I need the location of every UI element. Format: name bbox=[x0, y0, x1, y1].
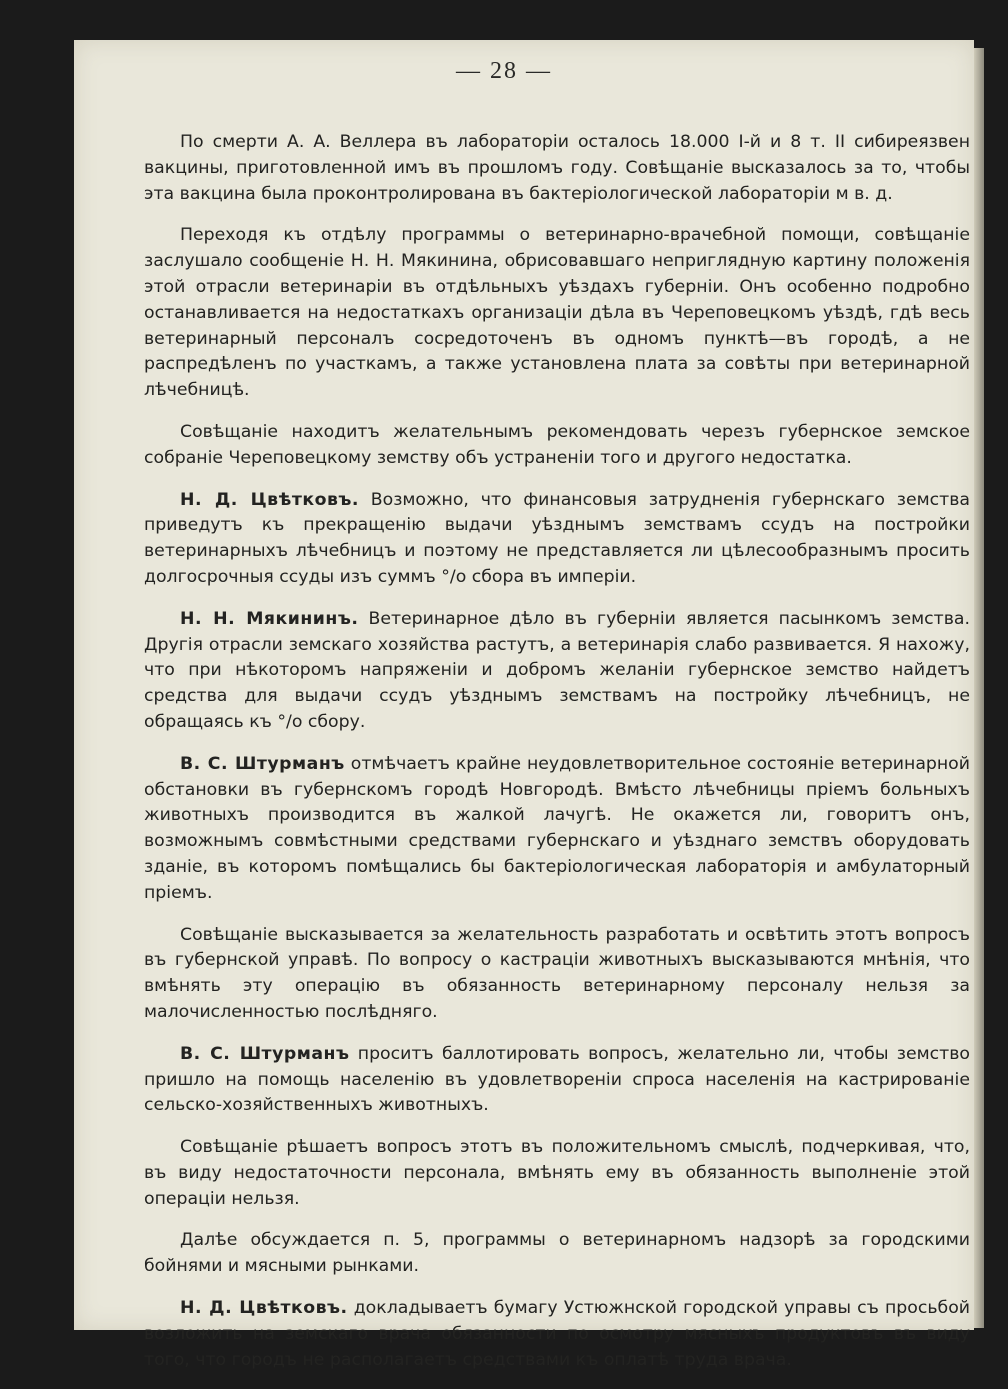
paragraph-text: По смерти А. А. Веллера въ лабораторіи осталось 18.000 I-й и 8 т. II сибиреязвен вакцины, приготовленной имъ въ прошломъ году. Совѣщаніе высказалось за то, чтобы эта вакцина была проконтролирована въ бактеріологической лабораторіи м в. д. bbox=[144, 132, 970, 204]
paragraph bbox=[144, 923, 970, 1026]
paragraph-text: Ветеринарное дѣло въ губерніи является пасынкомъ земства. Другія отрасли земскаго хозяйства растутъ, а ветеринарія слабо развивается. Я нахожу, что при нѣкоторомъ напряженіи и добромъ желаніи губернское земство найдетъ средства для выдачи ссудъ уѣзднымъ земствамъ на постройку лѣчебницъ, не обращаясь къ °/о сбору. bbox=[144, 608, 970, 732]
paragraph-text: проситъ баллотировать вопросъ, желательно ли, чтобы земство пришло на помощь населенію въ удовлетвореніи спроса населенія на кастрированіе сельско-хозяйственныхъ животныхъ. bbox=[144, 1043, 970, 1116]
speaker-name: В. С. Штурманъ bbox=[180, 1043, 350, 1064]
speaker-name: В. С. Штурманъ bbox=[180, 753, 345, 774]
paragraph bbox=[144, 752, 970, 907]
paragraph bbox=[144, 1135, 970, 1212]
paragraph-text: отмѣчаетъ крайне неудовлетворительное состояніе ветеринарной обстановки въ губернскомъ городѣ Новгородѣ. Вмѣсто лѣчебницы пріемъ больныхъ животныхъ производится въ жалкой лачугѣ. Не окажется ли, говоритъ онъ, возможнымъ совмѣстными средствами губернскаго и уѣзднаго земствъ оборудовать зданіе, въ которомъ помѣщались бы бактеріологическая лабораторія и амбулаторный пріемъ. bbox=[144, 753, 970, 903]
page-number: — 28 — bbox=[456, 58, 552, 84]
paragraph-text: Совѣщаніе находитъ желательнымъ рекомендовать черезъ губернское земское собраніе Череповецкому земству объ устраненіи того и другого недостатка. bbox=[144, 421, 970, 468]
paragraph bbox=[144, 130, 970, 207]
paragraph bbox=[144, 1296, 970, 1373]
paragraph-text: Совѣщаніе рѣшаетъ вопросъ этотъ въ положительномъ смыслѣ, подчеркивая, что, въ виду недостаточности персонала, вмѣнять ему въ обязанность выполненіе этой операціи нельзя. bbox=[144, 1137, 970, 1209]
paragraph bbox=[144, 607, 970, 736]
paragraph-text: Переходя къ отдѣлу программы о ветеринарно-врачебной помощи, совѣщаніе заслушало сообщеніе Н. Н. Мякинина, обрисовавшаго неприглядную картину положенія этой отрасли ветеринаріи въ отдѣльныхъ уѣздахъ губерніи. Онъ особенно подробно останавливается на недостаткахъ организаціи дѣла въ Череповецкомъ уѣздѣ, гдѣ весь ветеринарный персоналъ сосредоточенъ въ одномъ пунктѣ—въ городѣ, а не распредѣленъ по участкамъ, а также установлена плата за совѣты при ветеринарной лѣчебницѣ. bbox=[144, 225, 970, 401]
page-body bbox=[144, 130, 970, 1389]
speaker-name: Н. Д. Цвѣтковъ. bbox=[180, 489, 359, 510]
paragraph bbox=[144, 1228, 970, 1280]
paragraph-text: Совѣщаніе высказывается за желательность разработать и освѣтить этотъ вопросъ въ губернской управѣ. По вопросу о кастраціи животныхъ высказываются мнѣнія, что вмѣнять эту операцію въ обязанность ветеринарному персоналу нельзя за малочисленностью послѣдняго. bbox=[144, 924, 970, 1022]
paragraph-text: Далѣе обсуждается п. 5, программы о ветеринарномъ надзорѣ за городскими бойнями и мясными рынками. bbox=[144, 1230, 970, 1277]
page-edge bbox=[974, 48, 984, 1328]
speaker-name: Н. Д. Цвѣтковъ. bbox=[180, 1298, 348, 1319]
paragraph bbox=[144, 1042, 970, 1119]
speaker-name: Н. Н. Мякининъ. bbox=[180, 608, 359, 629]
paragraph bbox=[144, 488, 970, 591]
paragraph bbox=[144, 223, 970, 404]
paragraph bbox=[144, 420, 970, 472]
paragraph-text: Возможно, что финансовыя затрудненія губернскаго земства приведутъ къ прекращенію выдачи уѣзднымъ земствамъ ссудъ на постройки ветеринарныхъ лѣчебницъ и поэтому не представляется ли цѣлесообразнымъ просить долгосрочныя ссуды изъ суммъ °/о сбора въ имперіи. bbox=[144, 489, 970, 587]
paragraph-text: докладываетъ бумагу Устюжнской городской управы съ просьбой возложить на земскаго врача обязанности по осмотру мясныхъ продуктовъ въ виду того, что городъ не располагаетъ средствами къ оплатѣ труда врача. bbox=[144, 1298, 970, 1370]
